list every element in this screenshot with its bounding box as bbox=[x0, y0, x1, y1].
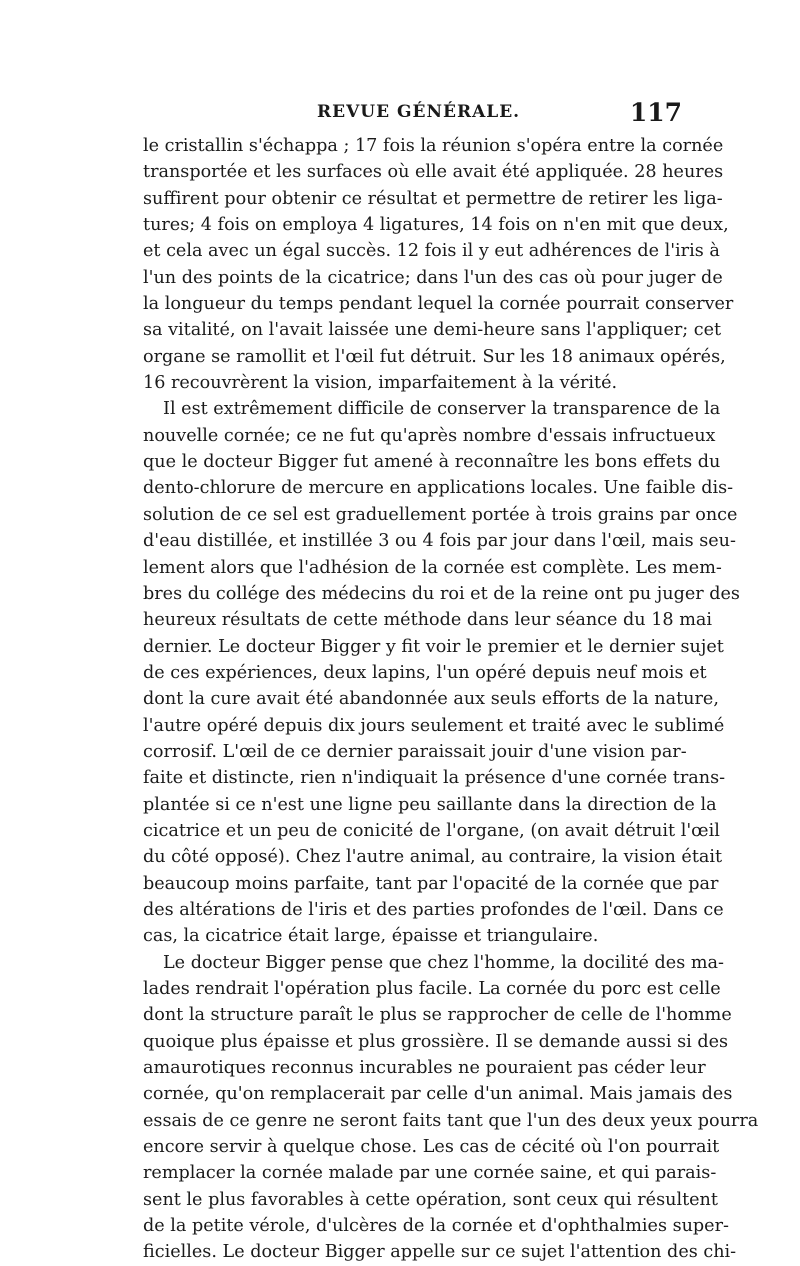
text-line: 16 recouvrèrent la vision, imparfaitement à la vérité. bbox=[143, 373, 618, 394]
text-line: plantée si ce n'est une ligne peu saillante dans la direction de la bbox=[143, 794, 717, 815]
text-line: beaucoup moins parfaite, tant par l'opacité de la cornée que par bbox=[143, 873, 719, 894]
text-line: cicatrice et un peu de conicité de l'organe, (on avait détruit l'œil bbox=[143, 820, 720, 841]
text-line: sent le plus favorables à cette opération, sont ceux qui résultent bbox=[143, 1189, 718, 1210]
text-line: encore servir à quelque chose. Les cas de cécité où l'on pourrait bbox=[143, 1137, 720, 1158]
text-line: de ces expériences, deux lapins, l'un opéré depuis neuf mois et bbox=[143, 662, 707, 683]
text-line: que le docteur Bigger fut amené à reconnaître les bons effets du bbox=[143, 452, 721, 473]
text-line: solution de ce sel est graduellement portée à trois grains par once bbox=[143, 504, 738, 525]
text-line: nouvelle cornée; ce ne fut qu'après nombre d'essais infructueux bbox=[143, 425, 716, 446]
text-line: d'eau distillée, et instillée 3 ou 4 fois par jour dans l'œil, mais seu- bbox=[143, 531, 736, 552]
text-line: tures; 4 fois on employa 4 ligatures, 14 fois on n'en mit que deux, bbox=[143, 215, 729, 236]
text-line: Le docteur Bigger pense que chez l'homme, la docilité des ma- bbox=[163, 952, 724, 973]
text-line: remplacer la cornée malade par une cornée saine, et qui parais- bbox=[143, 1163, 717, 1184]
text-line: le cristallin s'échappa ; 17 fois la réunion s'opéra entre la cornée bbox=[143, 136, 724, 156]
text-line: essais de ce genre ne seront faits tant que l'un des deux yeux pourra bbox=[143, 1110, 759, 1131]
paragraph bbox=[143, 396, 740, 949]
text-line: ficielles. Le docteur Bigger appelle sur ce sujet l'attention des chi- bbox=[143, 1242, 737, 1263]
text-line: lement alors que l'adhésion de la cornée est complète. Les mem- bbox=[143, 557, 722, 578]
text-line: corrosif. L'œil de ce dernier paraissait jouir d'une vision par- bbox=[143, 741, 687, 762]
text-line: suffirent pour obtenir ce résultat et permettre de retirer les liga- bbox=[143, 188, 723, 209]
text-line: dont la structure paraît le plus se rapprocher de celle de l'homme bbox=[143, 1005, 732, 1026]
text-line: dont la cure avait été abandonnée aux seuls efforts de la nature, bbox=[143, 689, 719, 710]
text-line: transportée et les surfaces où elle avait été appliquée. 28 heures bbox=[143, 162, 724, 183]
text-line: dernier. Le docteur Bigger y fit voir le premier et le dernier sujet bbox=[143, 636, 724, 657]
text-line: Il est extrêmement difficile de conserver la transparence de la bbox=[163, 399, 721, 420]
text-line: l'autre opéré depuis dix jours seulement et traité avec le sublimé bbox=[143, 715, 725, 736]
text-line: l'un des points de la cicatrice; dans l'un des cas où pour juger de bbox=[143, 267, 723, 288]
text-line: quoique plus épaisse et plus grossière. Il se demande aussi si des bbox=[143, 1031, 729, 1052]
text-line: dento-chlorure de mercure en applications locales. Une faible dis- bbox=[143, 478, 734, 499]
text-line: la longueur du temps pendant lequel la cornée pourrait conserver bbox=[143, 294, 734, 315]
text-line: cornée, qu'on remplacerait par celle d'un animal. Mais jamais des bbox=[143, 1084, 733, 1105]
text-line: sa vitalité, on l'avait laissée une demi-heure sans l'appliquer; cet bbox=[143, 320, 722, 341]
running-title: REVUE GÉNÉRALE. bbox=[317, 102, 521, 122]
text-line: de la petite vérole, d'ulcères de la cornée et d'ophthalmies super- bbox=[143, 1216, 729, 1237]
paragraph bbox=[143, 133, 734, 396]
text-line: heureux résultats de cette méthode dans leur séance du 18 mai bbox=[143, 610, 712, 631]
page-header bbox=[162, 98, 682, 132]
text-line: du côté opposé). Chez l'autre animal, au contraire, la vision était bbox=[143, 847, 723, 868]
text-line: des altérations de l'iris et des parties profondes de l'œil. Dans ce bbox=[143, 899, 724, 920]
body-text bbox=[143, 133, 759, 1266]
text-line: lades rendrait l'opération plus facile. La cornée du porc est celle bbox=[143, 979, 721, 999]
text-line: bres du collége des médecins du roi et de la reine ont pu juger des bbox=[143, 583, 740, 604]
paragraph bbox=[143, 950, 759, 1266]
text-line: organe se ramollit et l'œil fut détruit. Sur les 18 animaux opérés, bbox=[143, 346, 726, 367]
text-line: cas, la cicatrice était large, épaisse et triangulaire. bbox=[143, 926, 599, 947]
page-number: 117 bbox=[629, 98, 682, 127]
text-line: et cela avec un égal succès. 12 fois il y eut adhérences de l'iris à bbox=[143, 241, 720, 262]
text-line: amaurotiques reconnus incurables ne pouraient pas céder leur bbox=[143, 1058, 706, 1079]
text-line: faite et distincte, rien n'indiquait la présence d'une cornée trans- bbox=[143, 768, 726, 789]
